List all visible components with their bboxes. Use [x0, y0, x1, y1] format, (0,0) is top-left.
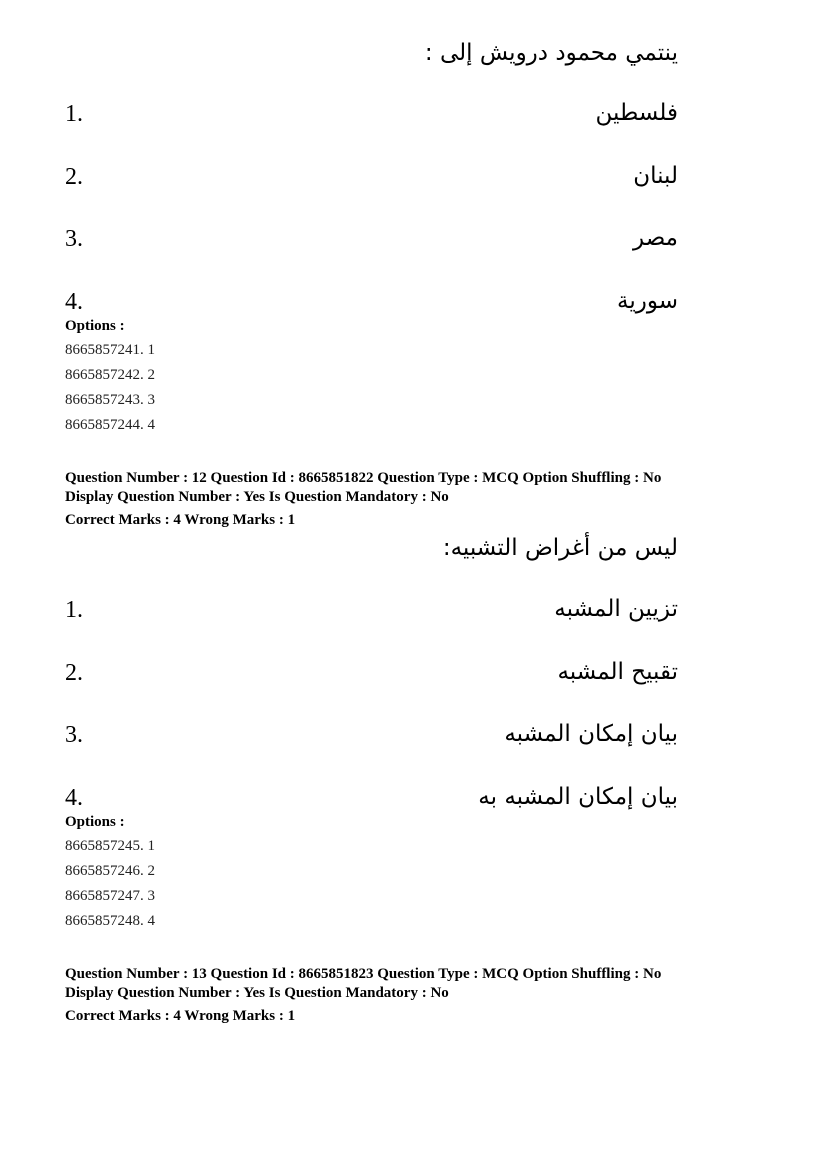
question-12-text: ليس من أغراض التشبيه:: [442, 535, 678, 561]
choice-text: بيان إمكان المشبه به: [478, 784, 678, 810]
question-12-choice-3: [65, 709, 678, 749]
choice-number: 4.: [65, 785, 83, 811]
question-11-choice-4: [65, 276, 678, 316]
choice-text: فلسطين: [595, 100, 678, 126]
choice-number: 2.: [65, 164, 83, 190]
question-12-choice-1: [65, 584, 678, 624]
choice-text: سورية: [617, 288, 678, 314]
option-id: 8665857248. 4: [65, 913, 155, 929]
option-id: 8665857241. 1: [65, 342, 155, 358]
choice-number: 1.: [65, 101, 83, 127]
question-12-meta-line-2: Display Question Number : Yes Is Question Mandatory : No: [65, 489, 449, 505]
option-id: 8665857247. 3: [65, 888, 155, 904]
question-13-meta-line-1: Question Number : 13 Question Id : 8665851823 Question Type : MCQ Option Shuffling : No: [65, 966, 662, 982]
choice-text: تزيين المشبه: [554, 596, 678, 622]
question-11-choice-1: [65, 88, 678, 128]
option-id: 8665857246. 2: [65, 863, 155, 879]
question-12-options-label: Options :: [65, 814, 125, 830]
question-11-text: ينتمي محمود درويش إلى :: [424, 40, 678, 66]
choice-number: 2.: [65, 660, 83, 686]
option-id: 8665857244. 4: [65, 417, 155, 433]
option-id: 8665857242. 2: [65, 367, 155, 383]
question-12-meta-line-1: Question Number : 12 Question Id : 8665851822 Question Type : MCQ Option Shuffling : No: [65, 470, 662, 486]
choice-number: 4.: [65, 289, 83, 315]
choice-number: 1.: [65, 597, 83, 623]
choice-text: تقبيح المشبه: [557, 659, 678, 685]
question-11-choice-3: [65, 213, 678, 253]
question-12-choice-4: [65, 772, 678, 812]
question-13-meta-line-2: Display Question Number : Yes Is Question Mandatory : No: [65, 985, 449, 1001]
choice-text: بيان إمكان المشبه: [504, 721, 678, 747]
choice-number: 3.: [65, 226, 83, 252]
question-13-marks: Correct Marks : 4 Wrong Marks : 1: [65, 1008, 296, 1024]
choice-text: مصر: [633, 225, 678, 251]
option-id: 8665857243. 3: [65, 392, 155, 408]
choice-number: 3.: [65, 722, 83, 748]
question-11-options-label: Options :: [65, 318, 125, 334]
question-11-choice-2: [65, 151, 678, 191]
question-12-marks: Correct Marks : 4 Wrong Marks : 1: [65, 512, 296, 528]
choice-text: لبنان: [633, 163, 678, 189]
option-id: 8665857245. 1: [65, 838, 155, 854]
question-12-choice-2: [65, 647, 678, 687]
